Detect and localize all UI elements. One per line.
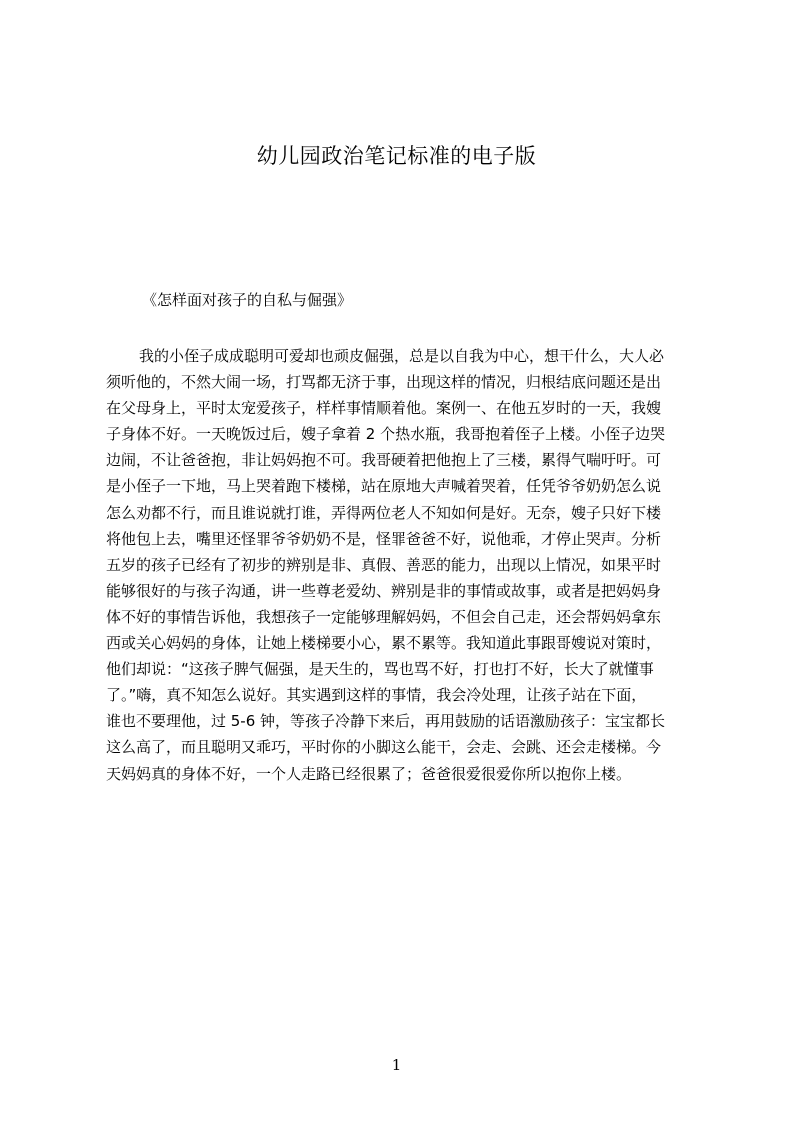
body-line: 天妈妈真的身体不好，一个人走路已经很累了；爸爸很爱很爱你所以抱你上楼。: [106, 764, 632, 783]
body-line: 我的小侄子成成聪明可爱却也顽皮倔强，总是以自我为中心，想干什么，大人必: [139, 347, 665, 365]
body-line: 他们却说：“这孩子脾气倔强，是天生的，骂也骂不好，打也打不好，长大了就懂事: [106, 660, 654, 679]
body-line: 将他包上去，嘴里还怪罪爷爷奶奶不是，怪罪爸爸不好，说他乖，才停止哭声。分析: [106, 529, 662, 548]
body-line: 能够很好的与孩子沟通，讲一些尊老爱幼、辨别是非的事情或故事，或者是把妈妈身: [106, 581, 662, 600]
body-paragraph: [106, 343, 698, 787]
body-line: 西或关心妈妈的身体，让她上楼梯要小心，累不累等。我知道此事跟哥嫂说对策时，: [106, 634, 662, 653]
page-number: 1: [391, 1056, 402, 1074]
body-line: 体不好的事情告诉他，我想孩子一定能够理解妈妈，不但会自己走，还会帮妈妈拿东: [106, 607, 662, 626]
body-line: 这么高了，而且聪明又乖巧，平时你的小脚这么能干，会走、会跳、还会走楼梯。今: [106, 738, 662, 757]
body-line: 了。”嗨，真不知怎么说好。其实遇到这样的事情，我会冷处理，让孩子站在下面，: [106, 686, 647, 705]
body-line: 子身体不好。一天晚饭过后，嫂子拿着 2 个热水瓶，我哥抱着侄子上楼。小侄子边哭: [106, 425, 666, 444]
body-line: 在父母身上，平时太宠爱孩子，样样事情顺着他。案例一、在他五岁时的一天，我嫂: [106, 399, 662, 418]
article-subtitle: 《怎样面对孩子的自私与倔强》: [142, 291, 353, 309]
document-title: 幼儿园政治笔记标准的电子版: [256, 144, 537, 168]
body-line: 五岁的孩子已经有了初步的辨别是非、真假、善恶的能力，出现以上情况，如果平时: [106, 555, 662, 574]
body-line: 谁也不要理他，过 5-6 钟，等孩子冷静下来后，再用鼓励的话语激励孩子：宝宝都长: [106, 712, 666, 731]
body-line: 是小侄子一下地，马上哭着跑下楼梯，站在原地大声喊着哭着，任凭爷爷奶奶怎么说: [106, 477, 662, 496]
body-line: 怎么劝都不行，而且谁说就打谁，弄得两位老人不知如何是好。无奈，嫂子只好下楼: [106, 503, 662, 522]
body-line: 边闹，不让爸爸抱，非让妈妈抱不可。我哥硬着把他抱上了三楼，累得气喘吁吁。可: [106, 451, 662, 470]
body-line: 须听他的，不然大闹一场，打骂都无济于事，出现这样的情况，归根结底问题还是出: [106, 373, 662, 392]
